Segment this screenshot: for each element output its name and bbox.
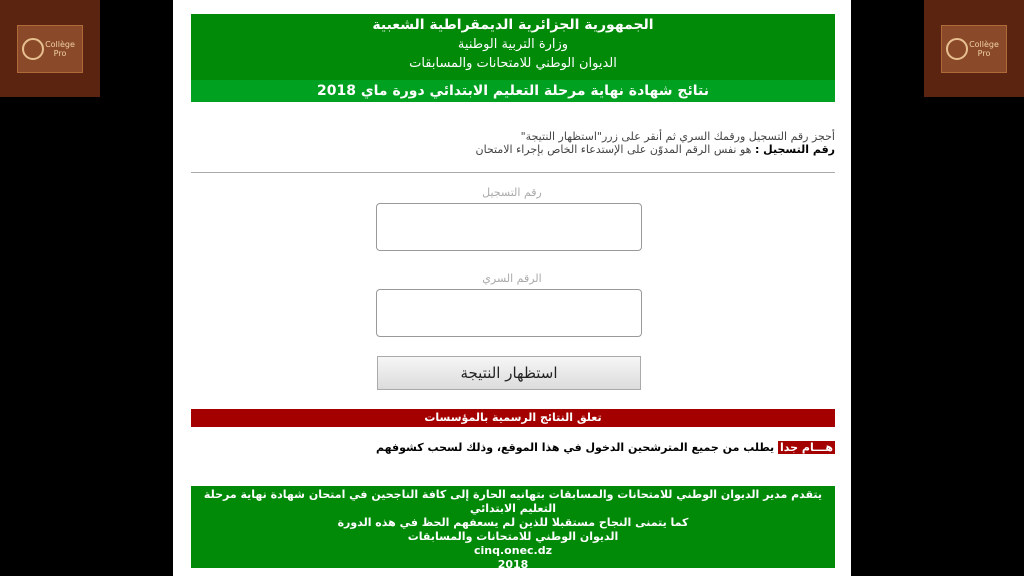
instructions: [191, 130, 835, 156]
main-page: [173, 0, 851, 576]
logo-left: [0, 0, 100, 97]
footer-line-3: الديوان الوطني للامتحانات والمسابقات: [407, 530, 619, 543]
college-logo-icon: Collège Pro: [17, 25, 83, 73]
instruction-line-2: رقم التسجيل : هو نفس الرقم المدوّن على الإستدعاء الخاص بإجراء الامتحان: [475, 143, 835, 156]
secret-number-input[interactable]: [376, 289, 642, 337]
footer-site: cinq.onec.dz: [474, 544, 552, 557]
secret-label: الرقم السري: [482, 272, 542, 285]
footer-year: 2018: [497, 558, 529, 571]
registration-term: رقم التسجيل :: [754, 143, 835, 156]
official-results-notice: تعلق النتائج الرسمية بالمؤسسات: [191, 409, 835, 427]
footer-banner: [191, 486, 835, 571]
show-result-button[interactable]: استظهار النتيجة: [377, 356, 641, 390]
college-logo-icon: Collège Pro: [941, 25, 1007, 73]
header-line-1: الجمهورية الجزائرية الديمقراطية الشعبية: [372, 17, 654, 33]
important-text: يطلب من جميع المترشحين الدخول في هذا الموقع، وذلك لسحب كشوفهم: [376, 441, 779, 454]
header-line-3: الديوان الوطني للامتحانات والمسابقات: [409, 56, 617, 71]
header-banner: [191, 14, 835, 80]
important-tag: هـــام جدا: [780, 441, 833, 454]
registration-number-input[interactable]: [376, 203, 642, 251]
footer-line-2: كما يتمنى النجاح مستقبلا للذين لم يسعفهم الحظ في هذه الدورة: [337, 516, 689, 529]
registration-label: رقم التسجيل: [482, 186, 542, 199]
divider: [191, 172, 835, 173]
important-notice: [376, 440, 835, 455]
header-line-2: وزارة التربية الوطنية: [457, 37, 569, 52]
footer-line-1: يتقدم مدير الديوان الوطني للامتحانات والمسابقات بتهانيه الحارة إلى كافة الناجحين في امتحان شهادة نهاية مرحلة التعليم الابتدائي: [203, 488, 823, 515]
logo-right: [924, 0, 1024, 97]
instruction-line-1: أحجز رقم التسجيل ورقمك السري ثم أنقر على زرر"استظهار النتيجة": [520, 130, 835, 143]
page-title: نتائج شهادة نهاية مرحلة التعليم الابتدائي دورة ماي 2018: [191, 80, 835, 102]
